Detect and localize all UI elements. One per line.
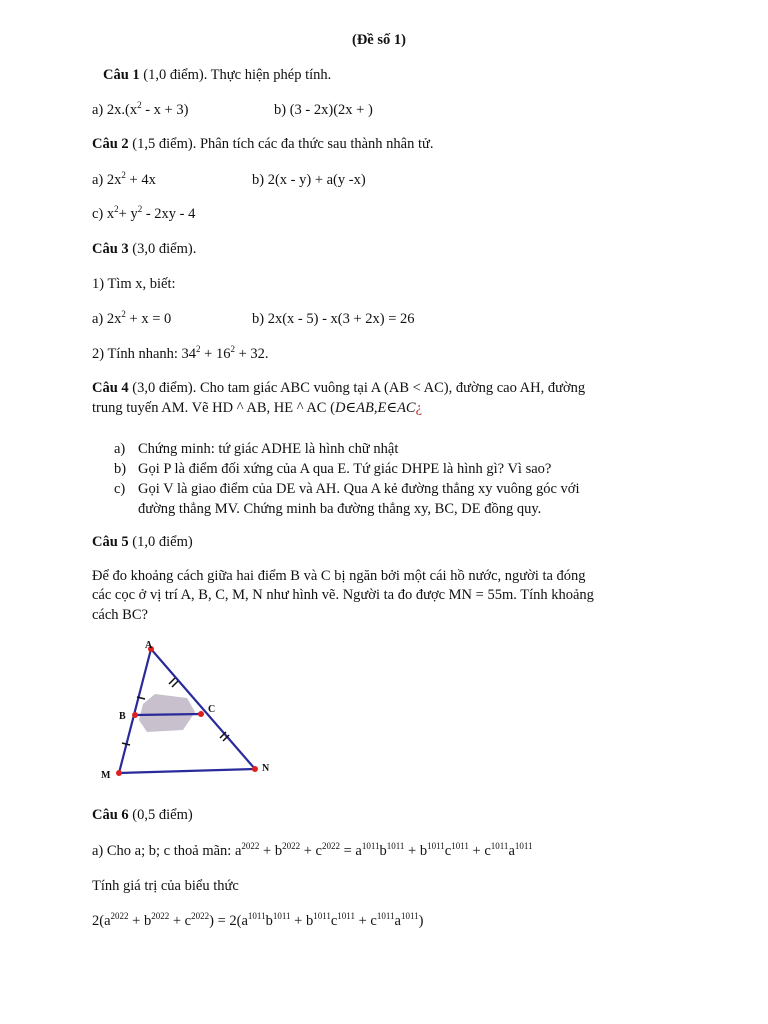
question-6-prompt: Tính giá trị của biểu thức <box>92 878 239 894</box>
lake-shape <box>139 694 195 732</box>
question-2a: a) $2x^2 + 4x$ <box>92 170 156 188</box>
question-3a: a) $2x^2 + x = 0$ <box>92 309 172 327</box>
question-3b: b) 2x(x - 5) - x(3 + 2x) = 26 <box>252 311 415 327</box>
triangle-figure <box>95 632 285 787</box>
list-item-mark: a) <box>114 441 126 457</box>
question-5-line1: Để đo khoảng cách giữa hai điểm B và C bị ngăn bởi một cái hồ nước, người ta đóng <box>92 568 586 584</box>
segment-mn <box>119 769 255 773</box>
question-2b: b) 2(x - y) + a(y -x) <box>252 172 366 188</box>
question-5-line3: cách BC? <box>92 607 148 623</box>
point-n <box>252 766 258 772</box>
question-6-expression: $2(a^{2022} + b^{2022} + c^{2022}) = 2(a^{1011}b^{1011} + b^{1011}c^{1011} + c^{1011}a^{1011})$ <box>92 911 424 929</box>
list-item: Gọi P là điểm đối xứng của A qua E. Tứ giác DHPE là hình gì? Vì sao? <box>138 461 552 477</box>
page-title: (Đề số 1) <box>352 32 406 48</box>
question-6a: a) Cho a; b; c thoả mãn: $a^{2022} + b^{2022} + c^{2022} = a^{1011}b^{1011} + b^{1011}c^{1011} + c^{1011}a^{1011}$ <box>92 841 533 859</box>
question-3-header: Câu 3 (3,0 điểm). <box>92 241 197 257</box>
label-a: A <box>145 640 153 651</box>
list-item-mark: c) <box>114 481 126 497</box>
list-item-mark: b) <box>114 461 127 477</box>
question-3-part1: 1) Tìm x, biết: <box>92 276 176 292</box>
question-4-line1: Câu 4 (3,0 điểm). Cho tam giác ABC vuông tại A (AB < AC), đường cao AH, đường <box>92 380 586 396</box>
point-b <box>132 712 138 718</box>
question-1a: a) $2x.(x^2 - x + 3)$ <box>92 100 189 118</box>
question-2-header: Câu 2 (1,5 điểm). Phân tích các đa thức sau thành nhân tử. <box>92 136 434 152</box>
point-c <box>198 711 204 717</box>
question-3-part2: 2) Tính nhanh: $34^2 + 16^2 + 32$. <box>92 344 269 362</box>
question-5-header: Câu 5 (1,0 điểm) <box>92 534 193 550</box>
question-1-header: Câu 1 (1,0 điểm). Thực hiện phép tính. <box>103 67 332 83</box>
label-c: C <box>208 704 216 715</box>
point-m <box>116 770 122 776</box>
question-5-line2: các cọc ở vị trí A, B, C, M, N như hình vẽ. Người ta đo được MN = 55m. Tính khoảng <box>92 587 594 603</box>
question-2c: c) $x^2+ y^2 - 2xy - 4$ <box>92 204 196 222</box>
list-item-continuation: đường thẳng MV. Chứng minh ba đường thẳng xy, BC, DE đồng quy. <box>138 501 542 517</box>
list-item: Gọi V là giao điểm của DE và AH. Qua A kẻ đường thẳng xy vuông góc với <box>138 481 580 497</box>
label-m: M <box>101 770 111 781</box>
list-item: Chứng minh: tứ giác ADHE là hình chữ nhật <box>138 441 399 457</box>
label-n: N <box>262 763 270 774</box>
label-b: B <box>119 711 126 722</box>
question-1b: b) (3 - 2x)(2x + ) <box>274 102 373 118</box>
question-4-line2: trung tuyến AM. Vẽ HD ^ AB, HE ^ AC (D∈AB,E∈AC¿ <box>92 400 423 416</box>
question-6-header: Câu 6 (0,5 điểm) <box>92 807 193 823</box>
segment-bc <box>135 714 201 715</box>
